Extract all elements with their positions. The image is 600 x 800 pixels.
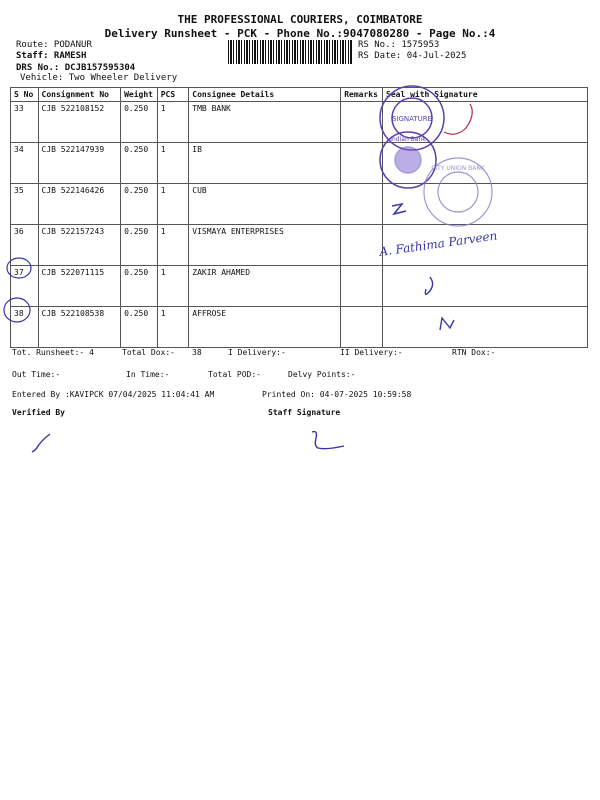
stamp-city-union-bank: [424, 158, 492, 226]
rs-date: RS Date: 04-Jul-2025: [358, 51, 467, 61]
cell-consignment: CJB 522108538: [38, 307, 121, 348]
staff-signature-mark: [312, 432, 344, 449]
cell-pcs: 1: [157, 102, 189, 143]
stamp2-text: Indian Bank: [390, 136, 426, 143]
cell-weight: 0.250: [121, 225, 158, 266]
circle-mark-38: [4, 298, 30, 322]
cell-sno: 36: [11, 225, 39, 266]
cell-consignment: CJB 522146426: [38, 184, 121, 225]
signature-mark-row38: [440, 318, 454, 330]
cell-pcs: 1: [157, 184, 189, 225]
cell-consignment: CJB 522147939: [38, 143, 121, 184]
cell-consignee: AFFROSE: [189, 307, 341, 348]
in-time: In Time:-: [126, 370, 170, 379]
cell-sno: 35: [11, 184, 39, 225]
col-weight: Weight: [121, 88, 158, 102]
cell-consignment: CJB 522071115: [38, 266, 121, 307]
entered-by: Entered By :KAVIPCK 07/04/2025 11:04:41 AM: [12, 390, 215, 399]
cell-consignee: ZAKIR AHAMED: [189, 266, 341, 307]
ii-delivery: II Delivery:-: [340, 348, 403, 357]
runsheet-subtitle: Delivery Runsheet - PCK - Phone No.:9047080280 - Page No.:4: [104, 27, 496, 40]
cell-weight: 0.250: [121, 102, 158, 143]
delvy-points: Delvy Points:-: [288, 370, 356, 379]
stamp1-text: SIGNATURE: [391, 115, 433, 123]
verified-by-label: Verified By: [12, 408, 65, 417]
cell-consignment: CJB 522108152: [38, 102, 121, 143]
total-dox-value: 38: [192, 348, 202, 357]
signature-mark-row36: [392, 204, 406, 214]
cell-sno: 34: [11, 143, 39, 184]
cell-weight: 0.250: [121, 143, 158, 184]
staff-signature-label: Staff Signature: [268, 408, 341, 417]
vehicle-label: Vehicle: Two Wheeler Delivery: [20, 73, 178, 83]
cell-consignee: IB: [189, 143, 341, 184]
cell-sno: 38: [11, 307, 39, 348]
stamp3-text: CITY UNION BANK: [431, 165, 485, 172]
cell-weight: 0.250: [121, 266, 158, 307]
printed-on: Printed On: 04-07-2025 10:59:58: [262, 390, 412, 399]
signature-mark-row37: [425, 277, 432, 294]
cell-sno: 37: [11, 266, 39, 307]
cell-consignee: CUB: [189, 184, 341, 225]
tot-runsheet: Tot. Runsheet:- 4: [12, 348, 94, 357]
col-pcs: PCS: [157, 88, 189, 102]
red-signature-mark: [444, 104, 472, 134]
handwritten-name: A. Fathima Parveen: [378, 228, 499, 259]
cell-pcs: 1: [157, 143, 189, 184]
cell-consignee: VISMAYA ENTERPRISES: [189, 225, 341, 266]
verified-tick: [32, 434, 50, 452]
company-title: THE PROFESSIONAL COURIERS, COIMBATORE: [177, 13, 423, 26]
cell-pcs: 1: [157, 307, 189, 348]
rtn-dox: RTN Dox:-: [452, 348, 496, 357]
cell-consignment: CJB 522157243: [38, 225, 121, 266]
rs-number: RS No.: 1575953: [358, 40, 440, 50]
cell-pcs: 1: [157, 266, 189, 307]
col-consignment: Consignment No: [38, 88, 121, 102]
i-delivery: I Delivery:-: [228, 348, 286, 357]
col-consignee: Consignee Details: [189, 88, 341, 102]
col-seal-signature: Seal with Signature: [383, 88, 588, 102]
cell-sno: 33: [11, 102, 39, 143]
col-remarks: Remarks: [341, 88, 383, 102]
stamp-indian-bank: [380, 132, 436, 188]
drs-number: DRS No.: DCJB157595304: [16, 63, 136, 73]
col-sno: S No: [11, 88, 39, 102]
out-time: Out Time:-: [12, 370, 61, 379]
cell-weight: 0.250: [121, 184, 158, 225]
circle-mark-37: [7, 258, 31, 278]
route-label: Route: PODANUR: [16, 40, 92, 50]
total-pod: Total POD:-: [208, 370, 261, 379]
cell-consignee: TMB BANK: [189, 102, 341, 143]
cell-weight: 0.250: [121, 307, 158, 348]
staff-label: Staff: RAMESH: [16, 51, 87, 61]
cell-pcs: 1: [157, 225, 189, 266]
total-dox-label: Total Dox:-: [122, 348, 175, 357]
